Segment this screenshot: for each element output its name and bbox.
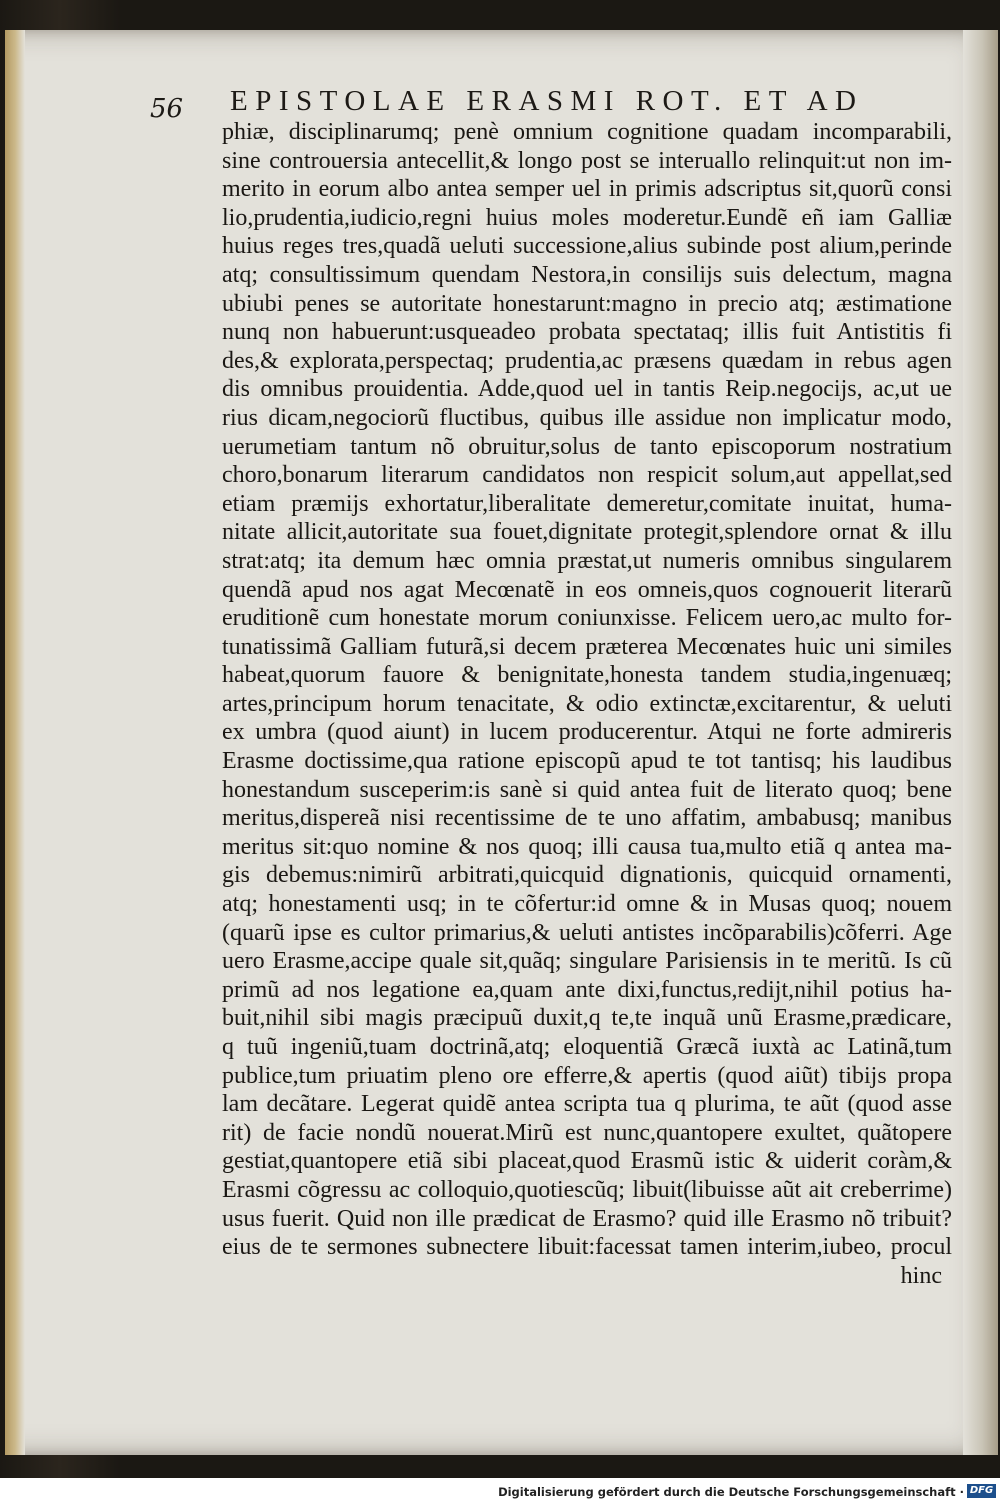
text-line: buit,nihil sibi magis præcipuũ duxit,q te,te inquã unũ Erasme,prædicare, bbox=[222, 1005, 952, 1032]
text-line: dis omnibus prouidentia. Adde,quod uel in tantis Reip.negocijs, ac,ut ue bbox=[222, 376, 952, 403]
page-gutter bbox=[5, 30, 25, 1455]
text-line: quendã apud nos agat Mecœnatẽ in eos omneis,quos cognouerit literarũ bbox=[222, 576, 952, 603]
text-line: honestandum susceperim:is sanè si quid antea fuit de literato quoq; bene bbox=[222, 776, 952, 803]
text-line: meritus sit:quo nomine & nos quoq; illi causa tua,multo etiã q antea ma- bbox=[222, 833, 952, 860]
text-line: lio,prudentia,iudicio,regni huius moles moderetur.Eundẽ eñ iam Galliæ bbox=[222, 204, 952, 231]
text-line: gestiat,quantopere etiã sibi placeat,quod Erasmũ istic & uiderit coràm,& bbox=[222, 1148, 952, 1175]
text-line: primũ ad nos legatione ea,quam ante dixi,functus,redijt,nihil potius ha- bbox=[222, 976, 952, 1003]
text-line: etiam præmijs exhortatur,liberalitate demeretur,comitate inuitat, huma- bbox=[222, 490, 952, 517]
text-line: gis debemus:nimirũ arbitrati,quicquid dignationis, quicquid ornamenti, bbox=[222, 862, 952, 889]
text-line: Erasme doctissime,qua ratione episcopũ apud te tot tantisq; his laudibus bbox=[222, 748, 952, 775]
text-line: tunatissimã Galliam futurã,si decem præterea Mecœnates huic uni similes bbox=[222, 633, 952, 660]
dfg-logo: DFG bbox=[967, 1484, 996, 1498]
text-line: artes,principum horum tenacitate, & odio extinctæ,excitarentur, & ueluti bbox=[222, 690, 952, 717]
body-text bbox=[222, 118, 952, 1290]
text-line: nunq non habuerunt:usqueadeo probata spectataq; illis fuit Antistitis fi bbox=[222, 319, 952, 346]
text-line: (quarũ ipse es cultor primarius,& ueluti antistes incõparabilis)cõferri. Age bbox=[222, 919, 952, 946]
text-line: meritus,dispereã nisi recentissime de te uno affatim, ambabusq; manibus bbox=[222, 805, 952, 832]
text-line: rit) de facie nondũ nouerat.Mirũ est nunc,quantopere exultet, quãtopere bbox=[222, 1119, 952, 1146]
text-line: atq; honestamenti usq; in te cõfertur:id omne & in Musas quoq; nouem bbox=[222, 891, 952, 918]
text-line: atq; consultissimum quendam Nestora,in consilijs suis delectum, magna bbox=[222, 261, 952, 288]
text-line: merito in eorum albo antea semper uel in primis adscriptus sit,quorũ consi bbox=[222, 176, 952, 203]
text-line: habeat,quorum fauore & benignitate,honesta tandem studia,ingenuæq; bbox=[222, 662, 952, 689]
text-line: rius dicam,negociorũ fluctibus, quibus ille assidue non implicatur modo, bbox=[222, 404, 952, 431]
text-line: eius de te sermones subnectere libuit:facessat tamen interim,iubeo, procul bbox=[222, 1234, 952, 1261]
text-line: uerumetiam tantum nõ obruitur,solus de tanto episcoporum nostratium bbox=[222, 433, 952, 460]
text-line: lam decãtare. Legerat quidẽ antea scripta tua q plurima, te aũt (quod asse bbox=[222, 1091, 952, 1118]
text-line: hinc bbox=[900, 1262, 942, 1289]
text-line: usus fuerit. Quid non ille prædicat de Erasmo? quid ille Erasmo nõ tribuit? bbox=[222, 1205, 952, 1232]
text-line: huius reges tres,quadã ueluti successione,alius subinde post alium,perinde bbox=[222, 233, 952, 260]
text-line: phiæ, disciplinarumq; penè omnium cognitione quadam incomparabili, bbox=[222, 119, 952, 145]
text-line: strat:atq; ita demum hæc omnia præstat,ut numeris omnibus singularem bbox=[222, 547, 952, 574]
text-line: uero Erasme,accipe quale sit,quãq; singulare Parisiensis in te meritũ. Is cũ bbox=[222, 948, 952, 975]
text-line: ex umbra (quod aiunt) in lucem producerentur. Atqui ne forte admireris bbox=[222, 719, 952, 746]
page-edge-shadow bbox=[963, 30, 998, 1455]
text-line: Erasmi cõgressu ac colloquio,quotiescũq; libuit(libuisse aũt ait creberrime) bbox=[222, 1176, 952, 1203]
text-line: choro,bonarum literarum candidatos non respicit solum,aut appellat,sed bbox=[222, 462, 952, 489]
text-line: publice,tum priuatim pleno ore efferre,& apertis (quod aiũt) tibijs propa bbox=[222, 1062, 952, 1089]
text-line: sine controuersia antecellit,& longo post se interuallo relinquit:ut non im- bbox=[222, 147, 952, 174]
text-line: nitate allicit,autoritate sua fouet,dignitate protegit,splendore ornat & illu bbox=[222, 519, 952, 546]
text-line: des,& explorata,perspectaq; prudentia,ac præsens quædam in rebus agen bbox=[222, 347, 952, 374]
running-head: EPISTOLAE ERASMI ROT. ET AD bbox=[230, 85, 864, 117]
footer-credit: Digitalisierung gefördert durch die Deutsche Forschungsgemeinschaft · bbox=[498, 1485, 964, 1499]
page-number: 56 bbox=[150, 94, 184, 124]
text-line: ubiubi penes se autoritate honestarunt:magno in precio atq; æstimatione bbox=[222, 290, 952, 317]
text-line: q tuũ ingeniũ,tuam doctrinã,atq; eloquentiã Græcã iuxtà ac Latinã,tum bbox=[222, 1034, 952, 1060]
text-line: eruditionẽ cum honestate morum coniunxisse. Felicem uero,ac multo for- bbox=[222, 605, 952, 632]
